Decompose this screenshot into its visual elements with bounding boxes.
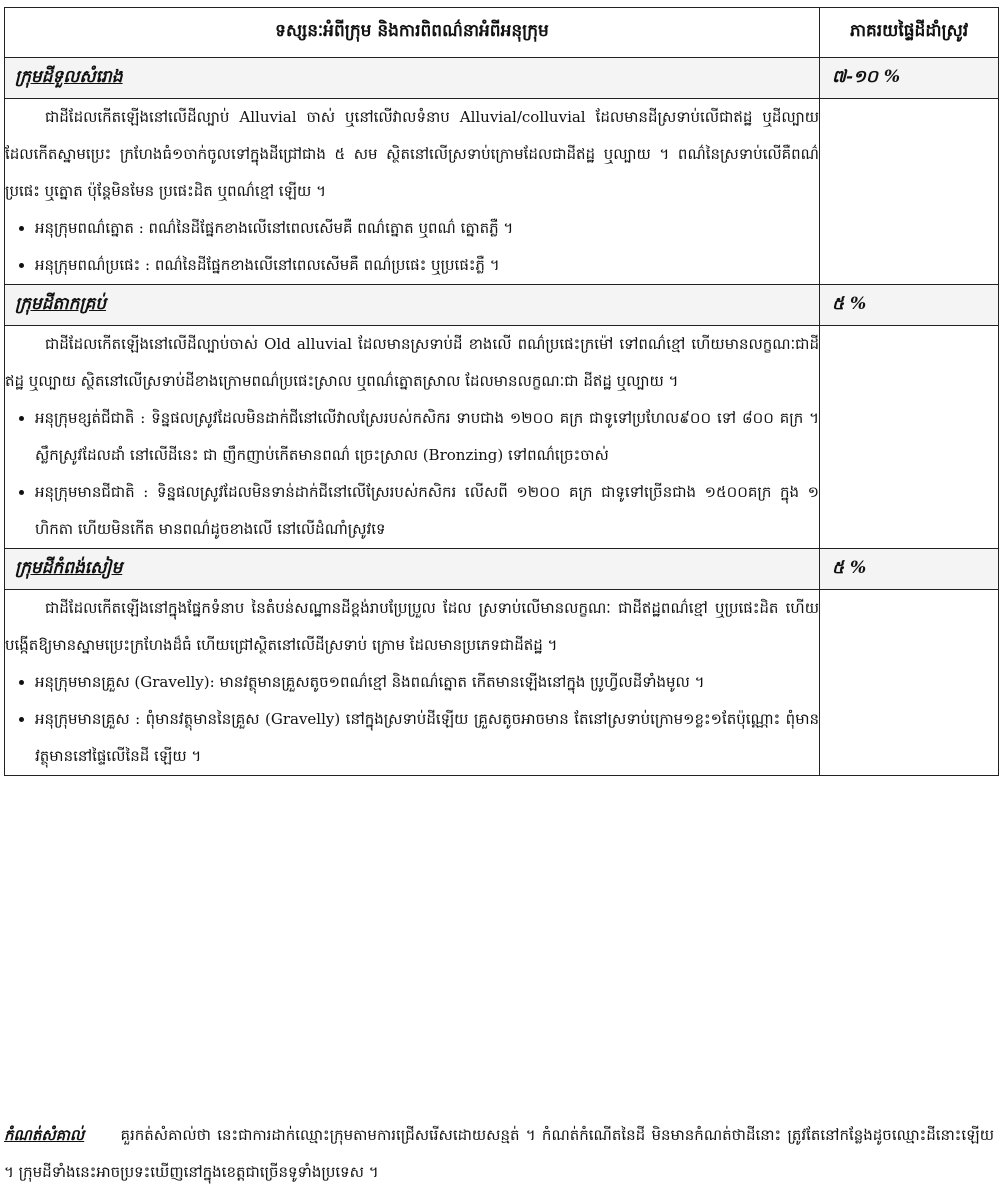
group-percent: ៧-១០ % — [832, 66, 900, 87]
group-row — [5, 285, 999, 326]
group-description-cell — [5, 99, 820, 285]
empty-percent-cell — [820, 590, 999, 776]
subgroup-item: • អនុក្រុមពណ៌ត្នោត : ពណ៌នៃដីផ្នែកខាងលើនៅពេលសើមគឺ ពណ៌ត្នោត ឬពណ៌ ត្នោតភ្លឺ ។ — [35, 210, 819, 247]
group-description-row — [5, 590, 999, 776]
subgroup-list — [5, 664, 819, 775]
footnote-label: កំណត់សំគាល់ — [4, 1126, 85, 1144]
group-description: ជាដីដែលកើតឡើងនៅលើដីល្បាប់ចាស់ Old alluvial ដែលមានស្រទាប់ដី ខាងលើ ពណ៌ប្រផេះក្រម៉ៅ ទៅពណ៌ខ្មៅ ហើយមានលក្ខណៈជាដីឥដ្ឋ ឬល្បាយ ស្ថិតនៅលើស្រទាប់ដីខាងក្រោមពណ៌ប្រផេះស្រាល ឬពណ៌ត្នោតស្រាល ដែលមានលក្ខណៈជា ដីឥដ្ឋ ឬល្បាយ ។ — [5, 335, 819, 390]
group-name: ក្រុមដីតាកគ្រប់ — [15, 293, 107, 314]
empty-percent-cell — [820, 326, 999, 549]
subgroup-item: • អនុក្រុមខ្សត់ជីជាតិ : ទិន្នផលស្រូវដែលមិនដាក់ជីនៅលើវាលស្រែរបស់កសិករ ទាបជាង ១២០០ គក្រ ជាទូទៅប្រហែល៩០០ ទៅ ៨០០ គក្រ ។ ស្លឹកស្រូវដែលដាំ នៅលើដីនេះ ជា ញឹកញាប់កើតមានពណ៌ ច្រេះស្រាល (Bronzing) ទៅពណ៌ច្រេះចាស់ — [35, 400, 819, 474]
group-row — [5, 549, 999, 590]
group-name: ក្រុមដីទួលសំរោង — [15, 66, 123, 87]
group-description-cell — [5, 590, 820, 776]
header-description: ទស្សនៈអំពីក្រុម និងការពិពណ៌នាអំពីអនុក្រុម — [5, 8, 820, 58]
group-name-cell — [5, 285, 820, 326]
group-description-row — [5, 99, 999, 285]
group-name-cell — [5, 549, 820, 590]
group-percent-cell — [820, 58, 999, 99]
subgroup-list — [5, 400, 819, 548]
group-percent-cell — [820, 549, 999, 590]
group-description-row — [5, 326, 999, 549]
group-description: ជាដីដែលកើតឡើងនៅលើដីល្បាប់ Alluvial ចាស់ ឬនៅលើវាលទំនាប Alluvial/colluvial ដែលមានដីស្រទាប់លើជាឥដ្ឋ ឬដីល្បាយ ដែលកើតស្នាមប្រេះ ក្រហែងធំ១ចាក់ចូលទៅក្នុងដីជ្រៅជាង ៥ សម ស្ថិតនៅលើស្រទាប់ក្រោមដែលជាដីឥដ្ឋ ឬល្បាយ ។ ពណ៌នៃស្រទាប់លើគឺពណ៌ប្រផេះ ឬត្នោត ប៉ុន្តែមិនមែន ប្រផេះដិត ឬពណ៌ខ្មៅ ឡើយ ។ — [5, 108, 819, 200]
group-description: ជាដីដែលកើតឡើងនៅក្នុងផ្នែកទំនាប នៃតំបន់សណ្ឋានដីខ្ពង់រាបប្រែប្រួល ដែល ស្រទាប់លើមានលក្ខណៈ ជាដីឥដ្ឋពណ៌ខ្មៅ ឬប្រផេះដិត ហើយបង្កើតឱ្យមានស្នាមប្រេះក្រហែងដ៏ធំ ហើយជ្រៅស្ថិតនៅលើដីស្រទាប់ ក្រោម ដែលមានប្រភេទជាដីឥដ្ឋ ។ — [5, 599, 819, 654]
footnote — [4, 1117, 994, 1191]
group-percent-cell — [820, 285, 999, 326]
subgroup-item: • អនុក្រុមមានគ្រួស (Gravelly): មានវត្ថុមានគ្រួសតូច១ពណ៌ខ្មៅ និងពណ៌ត្នោត កើតមានឡើងនៅក្នុង ប្រូហ្វីលដីទាំងមូល ។ — [35, 664, 819, 701]
group-percent: ៥ % — [832, 293, 867, 314]
subgroup-item: • អនុក្រុមមានគ្រួស : ពុំមានវត្ថុមាននៃគ្រួស (Gravelly) នៅក្នុងស្រទាប់ដីឡើយ គ្រួសតូចអាចមាន តែនៅស្រទាប់ក្រោម១ខ្លះ១តែប៉ុណ្ណោះ ពុំមានវត្ថុមាននៅផ្ទៃលើនៃដី ឡើយ ។ — [35, 701, 819, 775]
subgroup-item: • អនុក្រុមពណ៌ប្រផេះ : ពណ៌នៃដីផ្នែកខាងលើនៅពេលសើមគឺ ពណ៌ប្រផេះ ឬប្រផេះភ្លឺ ។ — [35, 247, 819, 284]
subgroup-item: • អនុក្រុមមានជីជាតិ : ទិន្នផលស្រូវដែលមិនទាន់ដាក់ជីនៅលើស្រែរបស់កសិករ លើសពី ១២០០ គក្រ ជាទូទៅច្រើនជាង ១៥០០គក្រ ក្នុង ១ ហិកតា ហើយមិនកើត មានពណ៌ដូចខាងលើ នៅលើដំណាំស្រូវទេ — [35, 474, 819, 548]
table-header-row — [5, 8, 999, 58]
group-row — [5, 58, 999, 99]
group-description-cell — [5, 326, 820, 549]
footnote-text: គួរកត់សំគាល់ថា នេះជាការដាក់ឈ្មោះក្រុមតាមការជ្រើសរើសដោយសន្មត់ ។ កំណត់កំណើតនៃដី មិនមានកំណត់ថាដីនោះ ត្រូវតែនៅកន្លែងដូចឈ្មោះដីនោះឡើយ ។ ក្រុមដីទាំងនេះអាចប្រទះឃើញនៅក្នុងខេត្តជាច្រើនទូទាំងប្រទេស ។ — [4, 1126, 994, 1181]
subgroup-list — [5, 210, 819, 284]
soil-groups-table — [4, 7, 999, 776]
group-name-cell — [5, 58, 820, 99]
empty-percent-cell — [820, 99, 999, 285]
header-percentage: ភាគរយផ្ទៃដីដាំស្រូវ — [820, 8, 999, 58]
group-percent: ៥ % — [832, 557, 867, 578]
group-name: ក្រុមដីកំពង់សៀម — [15, 557, 123, 578]
